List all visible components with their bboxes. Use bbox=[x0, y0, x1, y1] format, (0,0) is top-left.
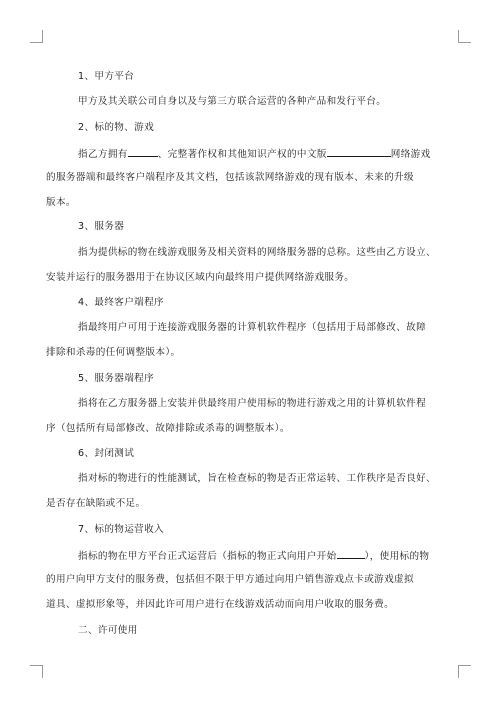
section-2-line-1 bbox=[78, 146, 431, 162]
part-heading-license: 二、许可使用 bbox=[78, 625, 138, 636]
section-6-line-1: 指对标的物进行的性能测试，旨在检查标的物是否正常运转、工作秩序是否良好、 bbox=[78, 473, 436, 484]
section-1-line-1: 甲方及其关联公司自身以及与第三方联合运营的各种产品和发行平台。 bbox=[78, 96, 387, 107]
crop-mark-bottom-right bbox=[458, 665, 471, 678]
crop-mark-top-left bbox=[30, 30, 43, 43]
section-2-line-3: 版本。 bbox=[46, 197, 76, 208]
blank-field-game-name bbox=[327, 146, 391, 157]
section-4-line-2: 排除和杀毒的任何调整版本）。 bbox=[46, 347, 181, 358]
section-heading-1: 1、甲方平台 bbox=[78, 71, 135, 82]
section-3-line-2: 安装并运行的服务器用于在协议区域内向最终用户提供网络游戏服务。 bbox=[46, 272, 355, 283]
section-7-line-1-part-b: ），使用标的物 bbox=[364, 551, 430, 562]
section-heading-5: 5、服务器端程序 bbox=[78, 373, 155, 384]
section-heading-2: 2、标的物、游戏 bbox=[78, 122, 155, 133]
section-7-line-2: 的用户向甲方支付的服务费，包括但不限于甲方通过向用户销售游戏点卡或游戏虚拟 bbox=[46, 574, 414, 585]
section-2-line-1-part-a: 指乙方拥有 bbox=[78, 149, 128, 160]
section-heading-6: 6、封闭测试 bbox=[78, 448, 135, 459]
section-heading-7: 7、标的物运营收入 bbox=[78, 524, 165, 535]
blank-field-rights bbox=[128, 146, 158, 157]
section-2-line-1-part-c: 网络游戏 bbox=[390, 149, 431, 160]
crop-mark-top-right bbox=[458, 30, 471, 43]
section-7-line-3: 道具、虚拟形象等，并因此许可用户进行在线游戏活动而向用户收取的服务费。 bbox=[46, 599, 395, 610]
section-7-line-1 bbox=[78, 548, 429, 564]
section-5-line-2: 序（包括所有局部修改、故障排除或杀毒的调整版本）。 bbox=[46, 423, 290, 434]
section-7-line-1-part-a: 指标的物在甲方平台正式运营后（指标的物正式向用户开始 bbox=[78, 551, 337, 562]
blank-field-start-date bbox=[337, 548, 365, 559]
section-2-line-1-part-b: 、完整著作权和其他知识产权的中文版 bbox=[157, 149, 327, 160]
section-heading-3: 3、服务器 bbox=[78, 221, 125, 232]
section-3-line-1: 指为提供标的物在线游戏服务及相关资料的网络服务器的总称。这些由乙方设立、 bbox=[78, 247, 436, 258]
crop-mark-bottom-left bbox=[30, 665, 43, 678]
section-heading-4: 4、最终客户端程序 bbox=[78, 297, 165, 308]
section-6-line-2: 是否存在缺陷或不足。 bbox=[46, 498, 146, 509]
section-2-line-2: 的服务器端和最终客户端程序及其文档，包括该款网络游戏的现有版本、未来的升级 bbox=[46, 172, 414, 183]
section-4-line-1: 指最终用户可用于连接游戏服务器的计算机软件程序（包括用于局部修改、故障 bbox=[78, 322, 427, 333]
section-5-line-1: 指将在乙方服务器上安装并供最终用户使用标的物进行游戏之用的计算机软件程 bbox=[78, 398, 427, 409]
